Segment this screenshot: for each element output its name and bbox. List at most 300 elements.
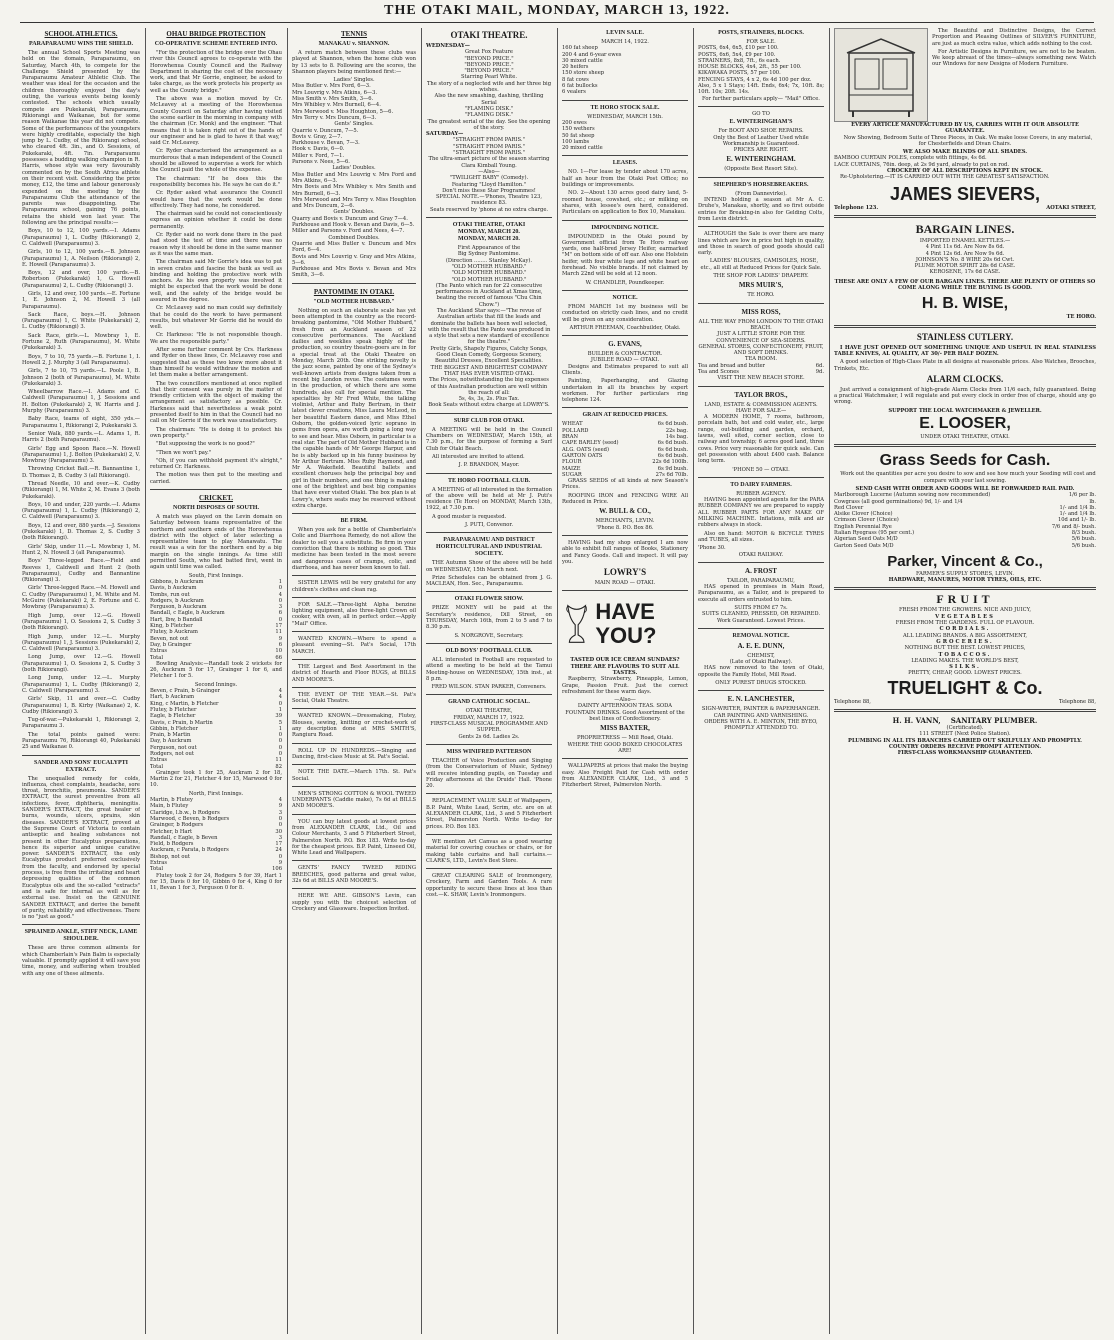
small-ad: WANTED KNOWN.—Dressmaking, Flutey, Blouses, sewing, knitting or crochet-work of any description done at MRS SMITH'S, Rangiuru Road.	[292, 713, 416, 739]
vann-cert: (Certificated).	[946, 725, 984, 732]
social-line: FIRST-CLASS MUSICAL PROGRAMME AND SUPPER.	[430, 721, 548, 734]
fruit-line: ALL LEADING BRANDS. A BIG ASSORTMENT,	[903, 632, 1027, 639]
masthead-rule	[20, 22, 1094, 23]
innings-row-label: Total	[150, 763, 164, 770]
ladies-doubles-list	[292, 172, 416, 210]
dunn-text: HAS now removed to the town of Otaki, opposite the Family Hotel, Mill Road.	[698, 665, 824, 678]
grain-row-value: 27s 6d 70lb.	[655, 471, 688, 478]
innings-row-label: Davis, c Prain, b Martin	[150, 719, 213, 726]
divider	[292, 283, 416, 284]
shepherds-sub: (From Dannevirke).	[735, 190, 787, 197]
lanchester-text: CAR PAINTING AND VARNISHING.	[713, 712, 809, 719]
cabinet-icon	[841, 33, 921, 117]
innings-row-value: 4	[278, 688, 282, 695]
sievers-phone: Telephone 123.	[834, 204, 879, 211]
muir-addr: TE HORO.	[747, 292, 775, 299]
tennis-result: Miller and Parsons v. Ford and Nees, 4—7.	[292, 228, 405, 235]
innings-row-value: 0	[278, 700, 282, 707]
truelight-title: TRUELIGHT & Co.	[887, 677, 1043, 698]
curtain-item: LACE CURTAINS, 76in. deep, at 2s 9d yard, already to put on rod.	[834, 161, 1009, 168]
grain-row-label: WHEAT	[562, 421, 583, 428]
innings-row-label: Beven, c Prain, b Grainger	[150, 688, 220, 695]
levin-sale-title: LEVIN SALE.	[606, 30, 644, 36]
column-rule	[557, 28, 558, 1334]
vann-text-2: COUNTRY ORDERS RECEIVE PROMPT ATTENTION.	[888, 743, 1042, 750]
lanchester-sub: SIGN-WRITER, PAINTER & PAPERHANGER.	[701, 706, 821, 713]
shepherds-text: INTEND holding a season at Mr A. C. Druhe's, Manakau, shortly, and so first outside entries for Breaking-in also for Gelding Colts, from Levin district.	[698, 197, 824, 222]
tea-row-label: Tea and bread and butter	[698, 362, 765, 369]
school-athletics-body	[22, 50, 140, 751]
divider	[292, 708, 416, 709]
sale-item: 100 lambs	[562, 138, 590, 145]
ross-text: ALL THE WAY FROM LONDON TO THE OTAKI BEACH.	[698, 318, 824, 331]
tea-row-label: Tea and Scones	[698, 368, 739, 375]
patterson-title: MISS WINIFRED PATTERSON	[446, 748, 532, 755]
column-rule	[693, 28, 694, 1334]
ladies-singles-title: Ladies' Singles.	[333, 77, 375, 84]
tennis-result: Bovis and Mrs Louvrig v. Gray and Mrs Atkins, 5—6.	[292, 253, 416, 266]
column-1	[22, 28, 140, 1334]
tennis-result: Miss Smith v. Mrs Smith, 3—6.	[292, 96, 374, 103]
programme-line: "STRAIGHT FROM PARIS."	[453, 137, 525, 144]
small-ads	[292, 575, 416, 912]
grass-row-value: 10d and 1/- lb.	[1057, 517, 1096, 524]
evans-text: Designs and Estimates prepared to suit all Clients.	[562, 363, 688, 376]
fruit-line: CORDIALS.	[939, 626, 991, 633]
divider	[698, 177, 824, 178]
athletics-paragraph: Boys' Three-legged Race.—Field and Reeves 1, Caldwell and Hunt 2 (both Paraparaumu), Cudby and Bannantine (Rikiorangi) 3.	[22, 558, 140, 584]
vann-title: H. H. VANN,	[892, 716, 941, 726]
ice-cream-text: TASTED OUR ICE CREAM SUNDAES? THERE ARE FLAVOURS TO SUIT ALL TASTES.	[570, 657, 680, 676]
grass-seeds-table	[834, 492, 1096, 549]
levin-sale-items	[562, 45, 688, 95]
innings-row-label: Extras	[150, 648, 168, 655]
muir-title: MRS MUIR'S,	[738, 281, 784, 290]
small-ad: SISTER LEWIS will be very grateful for any children's clothes and clean rag.	[292, 580, 416, 593]
innings-row-value: 9	[278, 803, 282, 810]
curtain-items	[834, 155, 1096, 168]
wint-goto: GO TO	[752, 110, 770, 117]
grain-row-label: BRAN	[562, 434, 579, 441]
grain-row-value: 22s 6d 100lb.	[652, 459, 688, 466]
frost-suits: SUITS FROM £7 7s.	[734, 605, 788, 611]
innings-row-value: 5	[278, 719, 282, 726]
pantomime-heading: PANTOMIME IN OTAKI.	[313, 287, 395, 296]
tennis-result: Mrs Merwood and Mrs Terry v. Miss Houghton and Mrs Duncum, 2—6.	[292, 196, 416, 210]
grass-row	[834, 543, 1096, 549]
evans-addr: JUBILEE ROAD — OTAKI.	[590, 357, 660, 364]
truelight-phone-2: Telephone 88,	[1059, 698, 1096, 705]
blouses-text: LADIES' BLOUSES, CAMISOLES, HOSE, etc., all still at Reduced Prices for Quick Sale.	[700, 258, 822, 271]
saturday-title: SATURDAY—	[426, 131, 464, 138]
evans-text-2: Painting, Paperhanging, and Glazing undertaken in all its branches by expert workmen. For further particulars ring telephone 124.	[562, 378, 688, 404]
innings-1-table	[150, 579, 282, 661]
wint-text: For BOOT AND SHOE REPAIRS.	[718, 128, 804, 135]
innings-row-value: 17	[275, 841, 282, 848]
programme-line: Starring Pearl White.	[460, 74, 517, 81]
column-5	[562, 28, 688, 1334]
dunn-sub: CHEMIST,	[747, 652, 775, 659]
tennis-result: Mrs Louvrig v. Mrs Atkins, 6—3.	[292, 89, 378, 96]
sale-item: 6 vealers	[562, 89, 586, 96]
fruit-line: LEADING MAKES. THE WORLD'S BEST,	[911, 657, 1019, 664]
ohau-paragraph: "But supposing the work is no good?"	[156, 441, 255, 448]
innings-row-value: 6	[278, 641, 282, 648]
taylor-text: A MODERN HOME, 7 rooms, bathroom, porcelain bath, hot and cold water, etc., large range, out-building and garden, orchard, lawns, well sited, corner section, close to railway and township; 6 acres good land, three cows. Price very reasonable for quick sale. Can get possession with about £400 cash. Balance long term.	[698, 414, 824, 465]
tennis-result: Miss Butler v. Mrs Ford, 6—3.	[292, 83, 371, 90]
grass-row-value: 1/- and 1/4 lb.	[1059, 504, 1096, 511]
ice-cream-ad	[562, 595, 688, 653]
be-firm-heading: BE FIRM.	[340, 518, 368, 525]
innings-row-value: 0	[278, 822, 282, 829]
ice-cream-flavours: Raspberry, Strawberry, Pineapple, Lemon, Grape, Passion Fruit. Just the correct refreshment for these warm days.	[562, 676, 688, 695]
programme-line: "BEYOND PRICE."	[464, 55, 514, 62]
divider	[834, 444, 1096, 447]
sale-item: 50 fat sheep	[562, 132, 595, 139]
panto-ad-line: "OLD MOTHER HUBBARD."	[451, 263, 527, 270]
athletics-paragraph: Girls' Egg and Spoon Race.—N. Howell (Paraparaumu) 1, J. Bolton (Pukekaraki) 2, V. Mowbray (Paraparaumu) 3.	[22, 445, 140, 465]
innings-row-label: Field, b Rodgers	[150, 841, 194, 848]
posts-title: POSTS, STRAINERS, BLOCKS.	[718, 30, 804, 36]
muir-shop: THE SHOP FOR LADIES' DRAPERY.	[713, 273, 809, 280]
divider	[292, 786, 416, 787]
gents-singles-title: Gents' Singles.	[334, 121, 374, 128]
athletics-paragraph: The total points gained were: Paraparaumu 76, Rikiorangi 40, Pukekaraki 25 and Waikanae 0.	[22, 731, 140, 751]
vann-text: PLUMBING IN ALL ITS BRANCHES CARRIED OUT SKILFULLY AND PROMPTLY.	[848, 737, 1082, 744]
divider	[426, 868, 552, 869]
ohau-paragraph: The chairman: "If he does this the responsibility becomes his. He says he can do it."	[150, 175, 282, 188]
grain-table	[562, 421, 688, 478]
old-boys-title: OLD BOYS' FOOTBALL CLUB.	[445, 647, 533, 654]
athletics-paragraph: Long Jump, over 12.—G. Howell (Paraparaumu) 1, O. Sessions 2, S. Cudby 3 (both Rikiorangi).	[22, 654, 140, 674]
innings-row-value: 3	[278, 604, 282, 611]
athletics-paragraph: Boys, 10 to 12, 100 yards.—I. Adams (Paraparaumu) 1, L. Cudby (Rikiorangi) 2, C. Caldwell (Paraparaumu) 3.	[22, 228, 140, 247]
evans-sub: BUILDER & CONTRACTOR.	[587, 351, 663, 358]
ladies-doubles-title: Ladies' Doubles.	[332, 165, 376, 172]
tea-room-table	[698, 363, 824, 376]
cricket-heading: CRICKET.	[199, 494, 233, 502]
innings-row-value: 0	[278, 853, 282, 860]
ohau-paragraph: The two councillors mentioned at once replied that their consent was purely in the matter of friendly criticism with the object of making the arrangement as satisfactory as possible. Cr. Harkness said that nevertheless a weak point presented itself to him in that the Council had no call on Mr Gorrie if the work was unsatisfactory.	[150, 380, 282, 425]
ohau-paragraph: The chairman said he could not conscientiously express an opinion whether it could be done permanently.	[150, 211, 282, 230]
innings-row-value: 11	[275, 629, 282, 636]
pantomime-subheading: "OLD MOTHER HUBBARD."	[313, 298, 395, 305]
divider	[292, 764, 416, 765]
grain-row-label: ALG. OATS (seed)	[562, 446, 609, 453]
divider	[426, 413, 552, 414]
divider	[834, 709, 1096, 712]
surf-club-sign: J. P. BRANDON, Mayor.	[458, 462, 520, 469]
furniture-ad	[834, 28, 1096, 122]
ohau-paragraph: "For the protection of the bridge over the Ohau river this Council agrees to co-operate with the Horowhenua County Council and the Railway Department in sharing the cost of the necessary work, and that Mr Gorrie, engineer, be asked to take charge, as the work protects his property as well as the County bridge."	[150, 50, 282, 94]
taylor-phone: 'PHONE 50 — OTAKI.	[732, 466, 790, 473]
bowling-3: Flutey took 2 for 24, Rodgers 5 for 39, Hart 1 for 15, Davis 0 for 10, Gibbin 0 for 4, King 0 for 11, Bevan 1 for 3, Ferguson 0 for 8.	[150, 872, 282, 892]
innings-row-label: Hart, b Auckram	[150, 694, 195, 701]
posts-item: HOUSE BLOCKS, 4x4, 2ft., 55 per 100.	[698, 64, 802, 71]
grass-row-value: 1/- and 1/4 lb.	[1059, 511, 1096, 518]
grass-row-label: Cowgrass (all good germinations) 9d, 1/- and 1/4	[834, 498, 963, 505]
innings-row-value: 0	[278, 744, 282, 751]
posts-item: POSTS, 6x6, 5x4, £9 per 100.	[698, 51, 776, 58]
surf-club-title: SURF CLUB FOR OTAKI.	[453, 417, 525, 424]
innings-row-value: 0	[278, 815, 282, 822]
grass-row-label: Red Clover	[834, 504, 864, 511]
tennis-result: Bovis v. Gray, 2—7.	[292, 133, 343, 140]
innings-row-label: Prain, b Martin	[150, 732, 191, 739]
athletics-paragraph: Girls' Skip, 11 and over.—C. Cudby (Paraparaumu) 1, B. Kirby (Waikanae) 2, K. Cudby (Rikiorangi) 3.	[22, 696, 140, 715]
impounding-text: IMPOUNDED in the Otaki pound by Government official from Te Horo railway yards, one half-bred Jersey Heifer, earmarked "M" on bottom side of off ear. Also one Holstein heifer, with four white legs and white heart on forehead. No visible brands. If not claimed by March 22nd will be sold at 12 noon.	[562, 233, 688, 278]
cutlery-text: I HAVE JUST OPENED OUT SOMETHING UNIQUE AND USEFUL IN REAL STAINLESS TABLE KNIVES, AL QUALITY, AT 30/- PER HALF DOZEN.	[834, 344, 1096, 357]
athletics-paragraph: Long Jump, under 12.—L. Murphy (Paraparaumu) 1, L. Cudby (Rikiorangi) 2, C. Caldwell (Paraparaumu) 3.	[22, 675, 140, 694]
athletics-paragraph: Girls, 10 to 12, 100 yards.—B. Johnson (Paraparaumu) 1, A. Neilson (Rikiorangi) 2, E. Howell (Paraparaumu) 3.	[22, 249, 140, 268]
alarm-text: Just arrived a consignment of high-grade Alarm Clocks from 11/6 each, fully guaranteed. Being a practical Watchmaker, I will regulate and put every clock in order free of charge, should any go wrong.	[834, 386, 1096, 406]
innings-row-label: Total	[150, 866, 164, 873]
athletics-paragraph: Tug-of-war.—Pukekaraki 1, Rikiorangi 2, Paraparaumu 3.	[22, 717, 140, 730]
pantomime-body	[292, 308, 416, 510]
bargain-note: THESE ARE ONLY A FEW OF OUR BARGAIN LINES. THERE ARE PLENTY OF OTHERS SO COME ALONG WHILE THE BUYING IS GOOD.	[834, 278, 1096, 292]
tennis-result: Hook v. Davis, 6—0.	[292, 146, 345, 153]
divider	[562, 155, 688, 156]
truelight-phone: Telephone 88,	[834, 698, 871, 705]
athletics-paragraph: Boys, 7 to 10, 75 yards.—B. Fortune 1, I. Howell 2, J. Murphy 3 (all Paraparaumu).	[22, 353, 140, 366]
divider	[292, 888, 416, 889]
te-horo-sale-items	[562, 120, 688, 151]
innings-row-label: Marwood, c Beven, b Rodgers	[150, 815, 230, 822]
grass-seeds-title: Grass Seeds for Cash.	[879, 452, 1051, 470]
ohau-paragraph: After some further comment by Crs. Harkness and Ryder on these lines, Cr. McLeavey rose and suggested that as these two knew more about it than himself he would withdraw the motion and let them make a better arrangement.	[150, 347, 282, 379]
impounding-title: IMPOUNDING NOTICE.	[591, 224, 659, 231]
innings-row-value: 0	[278, 585, 282, 592]
divider	[292, 814, 416, 815]
bargain-item: 4 Pint 12s 6d. Are Now 9s 6d.	[925, 250, 1005, 257]
innings-row-value: 9	[278, 635, 282, 642]
sprained-ankle-title: SPRAINED ANKLE, STIFF NECK, LAME SHOULDER.	[24, 929, 138, 943]
te-horo-sale-title: TE HORO STOCK SALE.	[590, 104, 660, 111]
lowry-title: LOWRY'S	[603, 567, 647, 578]
fruit-line: VEGETABLES	[935, 613, 995, 620]
innings-row-value: 0	[278, 732, 282, 739]
grain-row-label: SUGAR	[562, 471, 582, 478]
horticultural-title: PARAPARAUMU AND DISTRICT HORTICULTURAL AND INDUSTRIAL SOCIETY.	[436, 537, 542, 558]
programme-line: "BEYOND PRICE."	[464, 68, 514, 75]
wednesday-title: WEDNESDAY—	[426, 43, 470, 49]
tea-row-value: 6d.	[815, 362, 824, 369]
athletics-paragraph: Girls, 12 and over, 100 yards.—E. Fortune 1, E. Johnson 2, M. Howell 3 (all Paraparaumu).	[22, 290, 140, 310]
innings-row-label: Rodgers, not out	[150, 750, 194, 757]
dairy-text-2: Also on hand: MOTOR & BICYCLE TYRES and TUBES, all sizes.	[698, 530, 824, 543]
innings-row-label: Bishop, not out	[150, 853, 190, 860]
innings-row-value: 106	[272, 866, 282, 873]
programme-line: "STRAIGHT FROM PARIS."	[453, 150, 525, 157]
notice-sign: ARTHUR FREEMAN, Coachbuilder, Otaki.	[569, 324, 681, 331]
sale-item: 6 fat bullocks	[562, 83, 598, 90]
ohau-bridge-subheading: CO-OPERATIVE SCHEME ENTERED INTO.	[154, 41, 278, 47]
innings-row-label: Main, b Flutey	[150, 803, 189, 810]
innings-row-value: 30	[275, 828, 282, 835]
innings-3-title: North, First Innings.	[188, 790, 244, 797]
small-ad: THE Largest and Best Assortment in the district of Hearth and Floor RUGS, at BILLS AND MOORE'S.	[292, 663, 416, 683]
replacement-sale-text: REPLACEMENT VALUE SALE of Wallpapers, B.P. Paint, White Lead, Scrim, etc. are on at ALEXANDER CLARK, Ltd., 3 and 5 Fitzherbert Street, Palmerston North. Write to-day for prices. P.O. Box 183.	[426, 798, 552, 830]
tennis-result: Quarry and Bovis v. Duncum and Gray 7—4.	[292, 215, 408, 222]
divider	[426, 473, 552, 474]
grain-row-label: FLOUR	[562, 459, 582, 466]
grain-row-label: POLLARD	[562, 427, 589, 434]
innings-row-value: 9	[278, 860, 282, 867]
ohau-paragraph: The chairman: "He is doing it to protect his own property."	[150, 426, 282, 439]
column-6	[698, 28, 824, 1334]
support-text: SUPPORT THE LOCAL WATCHMAKER & JEWELLER.	[888, 407, 1042, 414]
small-ad: NOTE THE DATE.—March 17th. St. Pat's Social.	[292, 769, 416, 782]
vann-sub: SANITARY PLUMBER.	[950, 716, 1038, 726]
athletics-paragraph: High Jump, over 12.—G. Howell (Paraparaumu) 1, O. Sessions 2, S. Cudby 3 (both Rikiorangi).	[22, 612, 140, 632]
wednesday-programme	[426, 49, 552, 131]
lease-item: NO. 2—About 130 acres good dairy land, 5-roomed house, cowshed, etc.; or milking on shares, with lessee's own herd, considered. Particulars on application to Box 10, Manakau.	[562, 190, 688, 216]
leases-list	[562, 169, 688, 215]
sale-item: 20 heifers	[562, 64, 589, 71]
divider	[292, 513, 416, 514]
grain-row-value: 6s 6d bush.	[657, 421, 688, 428]
innings-row-label: Day, b Grainger	[150, 641, 192, 648]
bargain-item: 4 Pint 11s 6d. Are Now 8s 6d.	[925, 244, 1005, 251]
pantomime-paragraph: Nothing on such an elaborate scale has yet been attempted in the country as the record-breaking pantomime, "Old Mother Hubbard," fresh from an Auckland season of 22 consecutive performances. The Auckland dailies and weeklies speak highly of the production, so country theatre-goers are in for a special treat at the Otaki Theatre on Monday, March 20th. One striking novelty is the jazz scene, painted by one of the Sydney's well-known artists from designs taken from a recent big London revue. The costumes worn in the production, of which there are some hundreds, also call for special mention. The specialties by Mr Fred White, the talking violinist, Arthur and Ruby Bertram, in their latest clever creations, Miss Laura McLeod, in her beautiful Eastern dance, and Miss Ethel Osborn, the golden-voiced lyric soprano in gems from opera, are worth going a long way to see and hear. Miss Osborn, in particular is a real star. The part of Old Mother Hubbard is in the capable hands of Mr George Harpur, and he is ably backed up in his funny business by Mr Arthur Bertram. Miss Ruby Raymond, and Mr A. Wakefield. Beautiful ballets and excellent choruses help the principal boy and girl in their numbers, and one thing is making one of the brightest and best big companies that have ever visited Otaki. The box plan is at Lowry's, where seats may be reserved without extra charge.	[292, 307, 416, 509]
grain-row-value: 6s 6d bush.	[657, 452, 688, 459]
bargain-wire: JOHNSON'S No. 8 WIRE 20s 6d Cwt.	[915, 256, 1015, 263]
panto-ad-line: THE BIGGEST AND BRIGHTEST COMPANY THAT HAS EVER VISITED OTAKI.	[430, 364, 548, 377]
patterson-text: TEACHER of Voice Production and Singing (from the Conservatorium of Music, Sydney) will receive intending pupils, on Tuesday and Friday afternoons at the Druids' Hall. 'Phone 20.	[426, 757, 552, 790]
innings-row-label: Davis, b Auckram	[150, 585, 197, 592]
posts-item: KIKAWAKA POSTS, 57 per 100.	[698, 70, 781, 77]
grass-row-label: Alsike Clover (Choice)	[834, 511, 893, 518]
panto-ad-line: 5s, 4s, 3s, 2s. Plus Tax.	[458, 396, 520, 403]
fruit-line: FRESH FROM THE GARDENS. FULL OF FLAVOUR.	[895, 620, 1035, 627]
dairy-phone: 'Phone 30.	[698, 545, 726, 552]
programme-line: Great Fox Feature	[465, 49, 513, 56]
innings-row-label: Fletcher, b Hart	[150, 828, 193, 835]
social-line: OTAKI THEATRE,	[465, 708, 513, 715]
ohau-paragraph: Cr. Ryder characterised the arrangement as a murderous that a man independent of the Council should be allowed to supervise a work for which the Council paid the whole of the expense.	[150, 148, 282, 174]
have-you-text: HAVE YOU?	[595, 599, 657, 649]
panto-ad-line: "OLD MOTHER HUBBARD."	[451, 270, 527, 277]
ohau-paragraph: "Then we won't pay."	[156, 449, 212, 456]
divider	[698, 562, 824, 563]
innings-1-title: South, First Innings.	[188, 572, 244, 579]
furniture-illustration	[834, 28, 928, 122]
bull-sub: MERCHANTS, LEVIN.	[595, 518, 655, 525]
fruit-lines	[834, 607, 1096, 676]
sale-item: 160 fat sheep	[562, 45, 598, 52]
wint-prices: PRICES ARE RIGHT.	[733, 147, 789, 154]
school-athletics-heading: SCHOOL ATHLETICS.	[44, 30, 118, 38]
panto-ad-line: The Prices, notwithstanding the big expenses of this Australian production are well within the reach of all:	[429, 377, 549, 396]
sanders-ad-title: SANDER AND SONS' EUCALYPTI EXTRACT.	[34, 759, 128, 773]
divider	[562, 590, 688, 591]
divider	[698, 226, 824, 227]
innings-row-value: 82	[275, 763, 282, 770]
ross-tea: TEA ROOM.	[744, 356, 777, 363]
wint-text-2: Only the Best of Leather Used while Workmanship is Guaranteed.	[713, 134, 809, 147]
divider	[562, 407, 688, 408]
ohau-paragraph: Cr. Ryder said no work done there in the past had stood the test of time and there was no reason why it should be done in the same manner as it was the same man.	[150, 232, 282, 257]
school-athletics-subheading: PARAPARAUMU WINS THE SHIELD.	[29, 41, 133, 47]
innings-row-value: 0	[278, 597, 282, 604]
horticultural-text-2: Prize Schedules can be obtained from J. G. MACLEAN, Hon. Sec., Paraparaumu.	[426, 574, 552, 588]
divider	[426, 694, 552, 695]
panto-ad-line: Book Seats without extra charge at LOWRY'S.	[428, 402, 550, 409]
athletics-paragraph: Girls' Skip, under 11.—L. Mowbray 1, M. Hunt 2, N. Howell 3 (all Paraparaumu).	[22, 543, 140, 556]
surf-club-text: A MEETING will be held in the Council Chambers on WEDNESDAY, March 15th, at 7.30 p.m., for the purpose of forming a Surf Club for Otaki Beach.	[426, 426, 552, 452]
athletics-paragraph: Girls' Three-legged Race.—M. Howell and C. Cudby (Paraparaumu) 1, M. White and M. McGuire (Pukekaraki) 2, E. Fortune and C. Mowbray (Paraparaumu) 3.	[22, 585, 140, 611]
programme-line: —Also—	[478, 168, 500, 175]
divider	[834, 325, 1096, 328]
innings-row-label: Extras	[150, 860, 168, 867]
column-rule	[145, 28, 146, 1334]
clearing-sale-text: GREAT CLEARING SALE of Ironmongery, Crockery, Farm and Garden Tools. A rare opportunity to secure these lines at less than cost.—K. SHAW, Levin's Ironmongers.	[426, 873, 552, 898]
parker-sub: FARMER'S SUPPLY STORES, LEVIN.	[915, 570, 1015, 577]
fruit-line: GROCERIES.	[936, 638, 994, 645]
looser-title: E. LOOSER,	[919, 415, 1011, 433]
programme-line: "BEYOND PRICE."	[464, 61, 514, 68]
fruit-line: TOBACCOS.	[938, 651, 992, 658]
grain-row-value: 22s bag.	[665, 427, 688, 434]
panto-ad-line: First Appearance of the	[457, 245, 521, 252]
innings-row-label: King, b Fletcher	[150, 623, 193, 630]
divider	[292, 575, 416, 576]
divider	[698, 106, 824, 107]
sale-item: 30 mixed cattle	[562, 57, 603, 64]
divider	[426, 744, 552, 745]
ice-cream-also: —Also—	[614, 697, 636, 704]
panto-ad-line: Pretty Girls, Shapely Figures, Catchy Songs, Good Clean Comedy, Gorgeous Scenery, Beautiful Dresses, Excellent Specialities.	[430, 345, 548, 365]
sprained-ankle-text: These are three common ailments for which Chamberlain's Pain Balm is especially valuable. If promptly applied it will save you time, money, and suffering when troubled with any one of these ailments.	[22, 945, 140, 977]
innings-row-label: Flutey, b Fletcher	[150, 706, 197, 713]
te-horo-football-sign: J. PUTI, Convenor.	[464, 522, 513, 528]
notice-title: NOTICE.	[612, 294, 638, 301]
divider	[562, 535, 688, 536]
grain-row-label: MAIZE	[562, 465, 581, 472]
alarm-title: ALARM CLOCKS.	[926, 373, 1004, 384]
innings-row-value: 1	[278, 578, 282, 585]
grain-row-value: 14s bag.	[665, 434, 688, 441]
innings-row-label: Ferguson, b Auckram	[150, 604, 207, 611]
sale-item: 200 ewes	[562, 119, 587, 126]
sievers-addr: AOTAKI STREET,	[1046, 204, 1096, 211]
innings-row-value: 10	[275, 648, 282, 655]
divider	[426, 834, 552, 835]
programme-line: "TWILIGHT BABY" (Comedy).	[449, 175, 529, 182]
grass-row-label: English Perennial Rye	[834, 523, 892, 530]
gents-doubles-list	[292, 216, 416, 235]
panto-ad-line: The Auckland Star says:—"The revue of Australian artists that fill the leads and dominate the ballets has been well selected, with the result that the Panto was produced in a style that sets a new standard of excellence for the theatre."	[427, 307, 551, 346]
posts-item: POSTS, 6x4, 6x5, £10 per 100.	[698, 45, 779, 52]
bowling-1: Bowling Analysis:—Randall took 2 wickets for 26, Auckram 5 for 17, Grainger 1 for 6, and Fletcher 1 for 5.	[150, 660, 282, 680]
programme-line: Also the new smashing, dashing, thrilling Serial	[434, 93, 544, 106]
bargain-items	[834, 244, 1096, 257]
column-2	[150, 28, 282, 1334]
tennis-intro: A return match between these clubs was played at Shannon, when the home club won by 13 sets to 8. Following are the scores, the Shannon players being mentioned first:—	[292, 50, 416, 75]
grain-row-value: 6s 6d bush.	[657, 446, 688, 453]
innings-row-label: Extras	[150, 757, 168, 764]
parker-title: Parker, Vincent & Co.,	[887, 552, 1043, 570]
divider	[150, 489, 282, 490]
truelight-footer	[834, 699, 1096, 705]
innings-row-value: 4	[278, 591, 282, 598]
furniture-showing: Now Showing, Bedroom Suite of Three Pieces, in Oak. We make loose Covers, in any material, for Chesterfields and Divan Chairs.	[843, 134, 1093, 147]
innings-row-label: Auckram, c Parata, b Rodgers	[150, 847, 229, 854]
tennis-result: Mrs Whibley v. Mrs Burnell, 6—4.	[292, 102, 381, 109]
masthead: THE OTAKI MAIL, MONDAY, MARCH 13, 1922.	[384, 3, 730, 18]
divider	[292, 743, 416, 744]
programme-line: Don't miss these Star Programmes!	[442, 187, 536, 194]
